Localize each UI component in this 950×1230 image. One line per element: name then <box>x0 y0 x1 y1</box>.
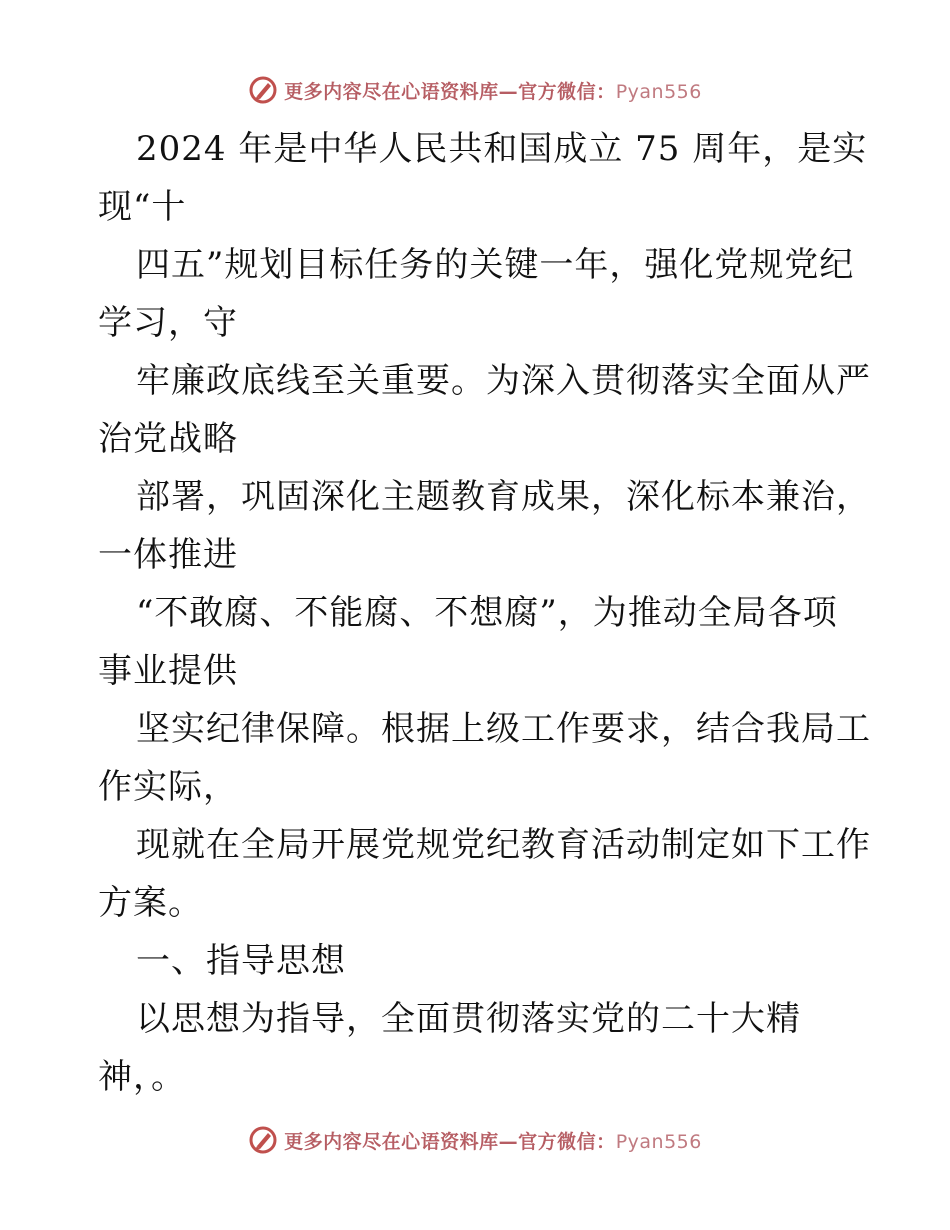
pen-logo-icon <box>248 1125 278 1155</box>
section-heading: 一、指导思想 <box>136 941 346 981</box>
text-line: 治党战略 <box>98 419 238 459</box>
watermark-wechat-id: Pyan556 <box>615 80 702 103</box>
watermark-site: 更多内容尽在心语资料库 <box>284 80 499 103</box>
text-line: 一体推进 <box>98 535 238 575</box>
watermark-wechat-id: Pyan556 <box>615 1130 702 1153</box>
text-line: 方案。 <box>98 883 203 923</box>
text-line: 部署，巩固深化主题教育成果，深化标本兼治， <box>136 477 871 517</box>
header-watermark <box>0 70 950 110</box>
text-line: 以思想为指导，全面贯彻落实党的二十大精 <box>136 999 801 1039</box>
watermark-wechat-label: 官方微信： <box>518 80 616 103</box>
text-line: 作实际， <box>98 767 238 807</box>
footer-watermark <box>0 1120 950 1160</box>
text-line: 现“十 <box>98 187 187 227</box>
watermark-site: 更多内容尽在心语资料库 <box>284 1130 499 1153</box>
text-line: 牢廉政底线至关重要。为深入贯彻落实全面从严 <box>136 361 871 401</box>
text-line: 事业提供 <box>98 651 238 691</box>
text-line: 学习，守 <box>98 303 238 343</box>
watermark-dash: — <box>498 1130 519 1153</box>
text-line: 现就在全局开展党规党纪教育活动制定如下工作 <box>136 825 871 865</box>
text-line: 四五”规划目标任务的关键一年，强化党规党纪 <box>136 245 855 285</box>
document-body <box>98 120 871 1106</box>
text-line: 坚实纪律保障。根据上级工作要求，结合我局工 <box>136 709 871 749</box>
text-line: 2024 年是中华人民共和国成立 75 周年，是实 <box>136 129 868 169</box>
text-line: “不敢腐、不能腐、不想腐”，为推动全局各项 <box>136 593 838 633</box>
text-line: 神，。 <box>98 1057 186 1097</box>
pen-logo-icon <box>248 75 278 105</box>
watermark-dash: — <box>498 80 519 103</box>
watermark-wechat-label: 官方微信： <box>518 1130 616 1153</box>
